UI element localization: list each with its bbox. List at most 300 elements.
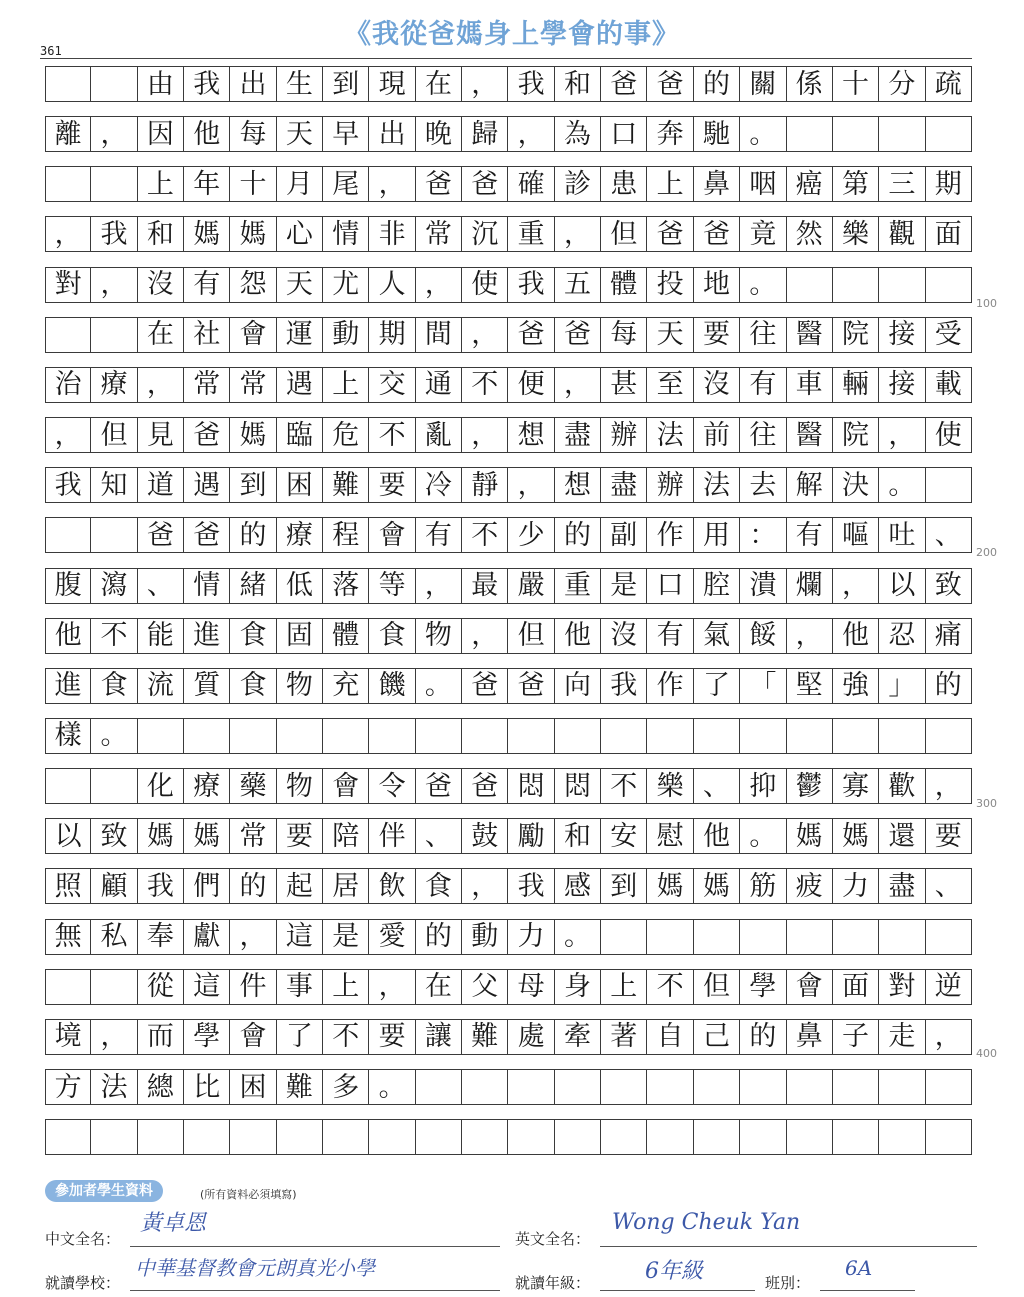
grid-cell: 這 <box>184 969 230 1005</box>
grid-cell <box>601 919 647 955</box>
grid-cell: ， <box>138 367 184 403</box>
grid-cell: 觀 <box>879 216 925 252</box>
grid-cell: 第 <box>833 166 879 202</box>
grid-cell: 咽 <box>740 166 786 202</box>
grid-row <box>45 1069 972 1105</box>
grid-cell: 、 <box>138 568 184 604</box>
grid-cell <box>740 1069 786 1105</box>
grid-cell: 鼻 <box>694 166 740 202</box>
grid-cell: 陪 <box>323 818 369 854</box>
grid-cell: 前 <box>694 417 740 453</box>
grid-cell: 緒 <box>230 568 276 604</box>
grid-cell <box>833 267 879 303</box>
grid-cell: ， <box>91 267 137 303</box>
grid-cell: 食 <box>416 868 462 904</box>
grid-cell: 。 <box>740 818 786 854</box>
grid-cell: 重 <box>555 568 601 604</box>
grid-cell: 爸 <box>508 317 554 353</box>
grid-cell: 「 <box>740 668 786 704</box>
grid-cell: 嚴 <box>508 568 554 604</box>
grid-cell: 每 <box>230 116 276 152</box>
grid-cell: 媽 <box>647 868 693 904</box>
grid-cell <box>416 718 462 754</box>
grid-cell: 爛 <box>787 568 833 604</box>
grid-row <box>45 317 972 353</box>
grid-cell: ， <box>508 116 554 152</box>
grid-cell: 痛 <box>926 618 972 654</box>
essay-title: 《我從爸媽身上學會的事》 <box>344 19 680 50</box>
grid-cell <box>277 1119 323 1155</box>
grid-cell: 走 <box>879 1019 925 1055</box>
grid-cell: 潰 <box>740 568 786 604</box>
grid-cell: 。 <box>416 668 462 704</box>
grid-cell: 筋 <box>740 868 786 904</box>
chinese-name-underline <box>130 1246 500 1247</box>
grid-cell: ， <box>508 467 554 503</box>
grid-cell: 載 <box>926 367 972 403</box>
grid-cell <box>601 1119 647 1155</box>
grid-cell <box>740 718 786 754</box>
grid-cell: 對 <box>45 267 91 303</box>
grid-cell <box>879 116 925 152</box>
grid-cell <box>926 919 972 955</box>
grid-cell <box>787 718 833 754</box>
grid-cell: 悶 <box>508 768 554 804</box>
grid-cell: 不 <box>601 768 647 804</box>
grid-cell: 落 <box>323 568 369 604</box>
grid-cell: 抑 <box>740 768 786 804</box>
grid-cell: 去 <box>740 467 786 503</box>
grid-cell: 母 <box>508 969 554 1005</box>
grid-cell: 最 <box>462 568 508 604</box>
grid-cell: 關 <box>740 66 786 102</box>
grid-cell: 口 <box>647 568 693 604</box>
grid-cell: 物 <box>277 668 323 704</box>
grid-cell: 但 <box>91 417 137 453</box>
grid-cell: 重 <box>508 216 554 252</box>
grid-cell <box>45 1119 91 1155</box>
grid-cell: 十 <box>230 166 276 202</box>
grid-cell: 媽 <box>787 818 833 854</box>
grid-cell <box>91 317 137 353</box>
grid-cell: 有 <box>740 367 786 403</box>
grid-cell: 到 <box>323 66 369 102</box>
grid-cell: 以 <box>879 568 925 604</box>
grid-cell: ， <box>369 969 415 1005</box>
grid-cell: 程 <box>323 517 369 553</box>
grid-cell: 上 <box>323 969 369 1005</box>
grid-cell <box>555 1069 601 1105</box>
grid-cell: 面 <box>926 216 972 252</box>
grid-cell <box>323 1119 369 1155</box>
grid-cell: 出 <box>230 66 276 102</box>
grid-cell: 饑 <box>369 668 415 704</box>
grid-cell: 見 <box>138 417 184 453</box>
grid-cell: 自 <box>647 1019 693 1055</box>
grid-row <box>45 818 972 854</box>
grid-cell: 辦 <box>647 467 693 503</box>
grid-cell: 使 <box>926 417 972 453</box>
grid-cell: 學 <box>184 1019 230 1055</box>
grid-cell: 勵 <box>508 818 554 854</box>
grid-cell <box>879 1119 925 1155</box>
grid-cell: 向 <box>555 668 601 704</box>
grid-row <box>45 66 972 102</box>
grid-cell <box>138 718 184 754</box>
grid-cell: 致 <box>91 818 137 854</box>
grid-cell: 父 <box>462 969 508 1005</box>
grid-cell: 媽 <box>184 818 230 854</box>
grid-cell: 受 <box>926 317 972 353</box>
class-label: 班別： <box>765 1274 811 1292</box>
grid-cell: 我 <box>45 467 91 503</box>
grid-cell: 到 <box>601 868 647 904</box>
grid-cell: 作 <box>647 668 693 704</box>
grid-cell: 車 <box>787 367 833 403</box>
grid-cell: 常 <box>230 818 276 854</box>
grid-row <box>45 216 972 252</box>
grid-cell: 爸 <box>416 166 462 202</box>
grid-cell: 常 <box>230 367 276 403</box>
grid-cell: 爸 <box>462 768 508 804</box>
grid-cell: 我 <box>508 267 554 303</box>
grid-cell: 爸 <box>647 66 693 102</box>
grid-cell: 。 <box>555 919 601 955</box>
grid-cell <box>184 1119 230 1155</box>
grid-cell: 不 <box>462 517 508 553</box>
grid-cell: 腔 <box>694 568 740 604</box>
grid-cell: 。 <box>740 116 786 152</box>
grid-cell: 遇 <box>184 467 230 503</box>
grid-cell: 生 <box>277 66 323 102</box>
grid-cell: 有 <box>184 267 230 303</box>
grid-cell: 上 <box>601 969 647 1005</box>
grid-cell: ， <box>462 66 508 102</box>
grid-cell: 法 <box>91 1069 137 1105</box>
grid-cell: 地 <box>694 267 740 303</box>
grid-cell: 爸 <box>462 668 508 704</box>
grid-cell: 通 <box>416 367 462 403</box>
grid-cell: 處 <box>508 1019 554 1055</box>
grid-cell <box>91 166 137 202</box>
grid-cell: 強 <box>833 668 879 704</box>
grid-cell: 瀉 <box>91 568 137 604</box>
grid-cell: 少 <box>508 517 554 553</box>
grid-cell: 難 <box>462 1019 508 1055</box>
grid-cell: 怨 <box>230 267 276 303</box>
grid-cell: 鼻 <box>787 1019 833 1055</box>
grid-cell: 院 <box>833 417 879 453</box>
grid-cell: 天 <box>647 317 693 353</box>
grid-cell: 確 <box>508 166 554 202</box>
grid-cell: 在 <box>416 969 462 1005</box>
grid-cell: 常 <box>416 216 462 252</box>
grid-cell <box>462 718 508 754</box>
grid-cell <box>45 517 91 553</box>
grid-cell: 樂 <box>647 768 693 804</box>
grid-cell <box>369 1119 415 1155</box>
grid-cell: 尾 <box>323 166 369 202</box>
grid-cell: 我 <box>508 66 554 102</box>
grid-cell: 爸 <box>647 216 693 252</box>
grid-row <box>45 618 972 654</box>
grid-cell <box>91 66 137 102</box>
grid-cell: 不 <box>647 969 693 1005</box>
grid-cell: ， <box>91 116 137 152</box>
grid-cell <box>879 1069 925 1105</box>
grid-cell <box>740 1119 786 1155</box>
grid-cell: 治 <box>45 367 91 403</box>
grid-cell: 接 <box>879 367 925 403</box>
grid-cell <box>833 116 879 152</box>
grid-cell: 食 <box>91 668 137 704</box>
grid-cell: 我 <box>184 66 230 102</box>
grid-cell: 社 <box>184 317 230 353</box>
grid-cell: 獻 <box>184 919 230 955</box>
grid-cell <box>45 166 91 202</box>
grid-cell <box>694 1119 740 1155</box>
grid-cell: 低 <box>277 568 323 604</box>
grid-cell: 鼓 <box>462 818 508 854</box>
grid-cell: 但 <box>508 618 554 654</box>
grid-cell: ， <box>91 1019 137 1055</box>
grid-cell: 媽 <box>230 216 276 252</box>
grid-cell: 在 <box>416 66 462 102</box>
grid-cell: 交 <box>369 367 415 403</box>
grid-cell: 上 <box>138 166 184 202</box>
grid-cell: 令 <box>369 768 415 804</box>
grid-cell: 常 <box>184 367 230 403</box>
grade-label: 就讀年級： <box>515 1274 591 1292</box>
grid-cell: 。 <box>91 718 137 754</box>
grid-cell: 心 <box>277 216 323 252</box>
grid-cell: ， <box>369 166 415 202</box>
grid-cell <box>45 969 91 1005</box>
grid-cell: 讓 <box>416 1019 462 1055</box>
grid-cell <box>833 919 879 955</box>
class-underline <box>820 1290 915 1291</box>
grid-cell: 多 <box>323 1069 369 1105</box>
grid-cell: 嘔 <box>833 517 879 553</box>
grid-cell: 我 <box>91 216 137 252</box>
grid-cell: 由 <box>138 66 184 102</box>
grid-cell: 知 <box>91 467 137 503</box>
grid-cell: 疏 <box>926 66 972 102</box>
grid-cell: 法 <box>647 417 693 453</box>
grid-cell <box>926 267 972 303</box>
grid-cell: 竟 <box>740 216 786 252</box>
grid-cell: 還 <box>879 818 925 854</box>
grid-cell: 每 <box>601 317 647 353</box>
grid-cell: 分 <box>879 66 925 102</box>
grid-row <box>45 417 972 453</box>
grid-cell: 期 <box>369 317 415 353</box>
grid-cell: 他 <box>833 618 879 654</box>
grid-cell: 五 <box>555 267 601 303</box>
grid-cell: 沒 <box>694 367 740 403</box>
grid-cell: 、 <box>926 517 972 553</box>
grid-cell: 愛 <box>369 919 415 955</box>
grid-cell: 方 <box>45 1069 91 1105</box>
english-name-underline <box>600 1246 977 1247</box>
grid-cell: 歡 <box>879 768 925 804</box>
grid-cell <box>230 1119 276 1155</box>
school-underline <box>130 1290 500 1291</box>
grid-cell <box>694 1069 740 1105</box>
grid-cell <box>462 1119 508 1155</box>
grid-cell: 爸 <box>508 668 554 704</box>
grid-cell: 學 <box>740 969 786 1005</box>
grid-cell: 副 <box>601 517 647 553</box>
grid-cell: 物 <box>277 768 323 804</box>
grid-cell: 係 <box>787 66 833 102</box>
grid-row <box>45 367 972 403</box>
grid-cell: 顧 <box>91 868 137 904</box>
grid-cell: ， <box>45 216 91 252</box>
grid-cell <box>369 718 415 754</box>
grid-cell: 爸 <box>184 517 230 553</box>
grid-cell: 無 <box>45 919 91 955</box>
grid-cell: 化 <box>138 768 184 804</box>
grid-cell: 會 <box>230 317 276 353</box>
grid-cell: 的 <box>230 868 276 904</box>
grid-cell: 難 <box>323 467 369 503</box>
grid-cell: 食 <box>230 618 276 654</box>
grade-value: 6年級 <box>645 1259 703 1284</box>
grid-cell: 但 <box>601 216 647 252</box>
school-label: 就讀學校： <box>45 1274 121 1292</box>
grid-cell: ， <box>926 768 972 804</box>
grid-row <box>45 166 972 202</box>
english-name-value: Wong Cheuk Yan <box>612 1210 801 1235</box>
grid-cell: 尤 <box>323 267 369 303</box>
grid-row <box>45 568 972 604</box>
grid-cell: 爸 <box>555 317 601 353</box>
info-note: (所有資料必須填寫) <box>200 1188 297 1201</box>
grid-cell: 的 <box>555 517 601 553</box>
grid-cell: 的 <box>230 517 276 553</box>
grid-cell: 到 <box>230 467 276 503</box>
char-count-marker-300: 300 <box>976 797 997 810</box>
grid-cell: 上 <box>647 166 693 202</box>
grid-cell <box>601 1069 647 1105</box>
grid-cell <box>462 1069 508 1105</box>
grid-cell: 往 <box>740 417 786 453</box>
grid-cell: 馳 <box>694 116 740 152</box>
grid-cell: 上 <box>323 367 369 403</box>
grid-cell: 不 <box>91 618 137 654</box>
grid-row <box>45 1019 972 1055</box>
grid-row <box>45 668 972 704</box>
grid-cell: 要 <box>694 317 740 353</box>
grid-cell <box>138 1119 184 1155</box>
grid-cell: 療 <box>184 768 230 804</box>
grid-cell <box>879 919 925 955</box>
grid-cell: ， <box>926 1019 972 1055</box>
grid-cell: 餒 <box>740 618 786 654</box>
grid-cell: 伴 <box>369 818 415 854</box>
grid-cell: 要 <box>369 1019 415 1055</box>
grid-cell: 體 <box>323 618 369 654</box>
grid-cell: 身 <box>555 969 601 1005</box>
grid-cell: 面 <box>833 969 879 1005</box>
grid-cell: 遇 <box>277 367 323 403</box>
grid-cell: 臨 <box>277 417 323 453</box>
grid-cell <box>323 718 369 754</box>
grid-cell: 固 <box>277 618 323 654</box>
grid-cell <box>926 1069 972 1105</box>
grid-cell <box>508 1119 554 1155</box>
grid-cell: 醫 <box>787 317 833 353</box>
grid-cell: 力 <box>508 919 554 955</box>
grid-row <box>45 969 972 1005</box>
grid-row <box>45 467 972 503</box>
grid-cell: 爸 <box>694 216 740 252</box>
grid-cell: 境 <box>45 1019 91 1055</box>
grid-cell <box>91 768 137 804</box>
page-number: 361 <box>40 44 62 58</box>
grid-cell <box>647 1069 693 1105</box>
grid-cell: 他 <box>45 618 91 654</box>
class-value: 6A <box>845 1256 873 1280</box>
grid-cell: 爸 <box>184 417 230 453</box>
grid-cell: 氣 <box>694 618 740 654</box>
grid-cell: 飲 <box>369 868 415 904</box>
grid-cell: 充 <box>323 668 369 704</box>
grid-cell: ， <box>555 216 601 252</box>
grid-cell: 。 <box>879 467 925 503</box>
char-count-marker-100: 100 <box>976 297 997 310</box>
grid-cell <box>926 718 972 754</box>
grid-cell: 樣 <box>45 718 91 754</box>
grid-cell: 爸 <box>601 66 647 102</box>
grid-cell: 使 <box>462 267 508 303</box>
grid-cell: 療 <box>91 367 137 403</box>
grid-cell: 流 <box>138 668 184 704</box>
grid-cell: 患 <box>601 166 647 202</box>
grid-cell: 接 <box>879 317 925 353</box>
grid-cell: 」 <box>879 668 925 704</box>
grid-cell: 甚 <box>601 367 647 403</box>
grid-cell: 了 <box>277 1019 323 1055</box>
grid-cell: 總 <box>138 1069 184 1105</box>
grid-cell: 運 <box>277 317 323 353</box>
grid-cell: 往 <box>740 317 786 353</box>
grid-cell <box>277 718 323 754</box>
grid-cell: 他 <box>694 818 740 854</box>
grid-cell: 的 <box>416 919 462 955</box>
grid-cell: 法 <box>694 467 740 503</box>
grid-cell: 這 <box>277 919 323 955</box>
grid-cell: 以 <box>45 818 91 854</box>
grid-cell: 人 <box>369 267 415 303</box>
grid-cell: 媽 <box>833 818 879 854</box>
grid-cell: 照 <box>45 868 91 904</box>
grid-cell: 十 <box>833 66 879 102</box>
grid-cell: 能 <box>138 618 184 654</box>
grid-cell: 致 <box>926 568 972 604</box>
grid-cell: 年 <box>184 166 230 202</box>
grid-cell: 不 <box>323 1019 369 1055</box>
grid-cell: 等 <box>369 568 415 604</box>
grid-row <box>45 116 972 152</box>
grid-cell <box>230 718 276 754</box>
grid-cell: 三 <box>879 166 925 202</box>
grade-underline <box>600 1290 755 1291</box>
grid-cell: 有 <box>416 517 462 553</box>
grid-cell <box>787 1069 833 1105</box>
grid-cell <box>45 768 91 804</box>
